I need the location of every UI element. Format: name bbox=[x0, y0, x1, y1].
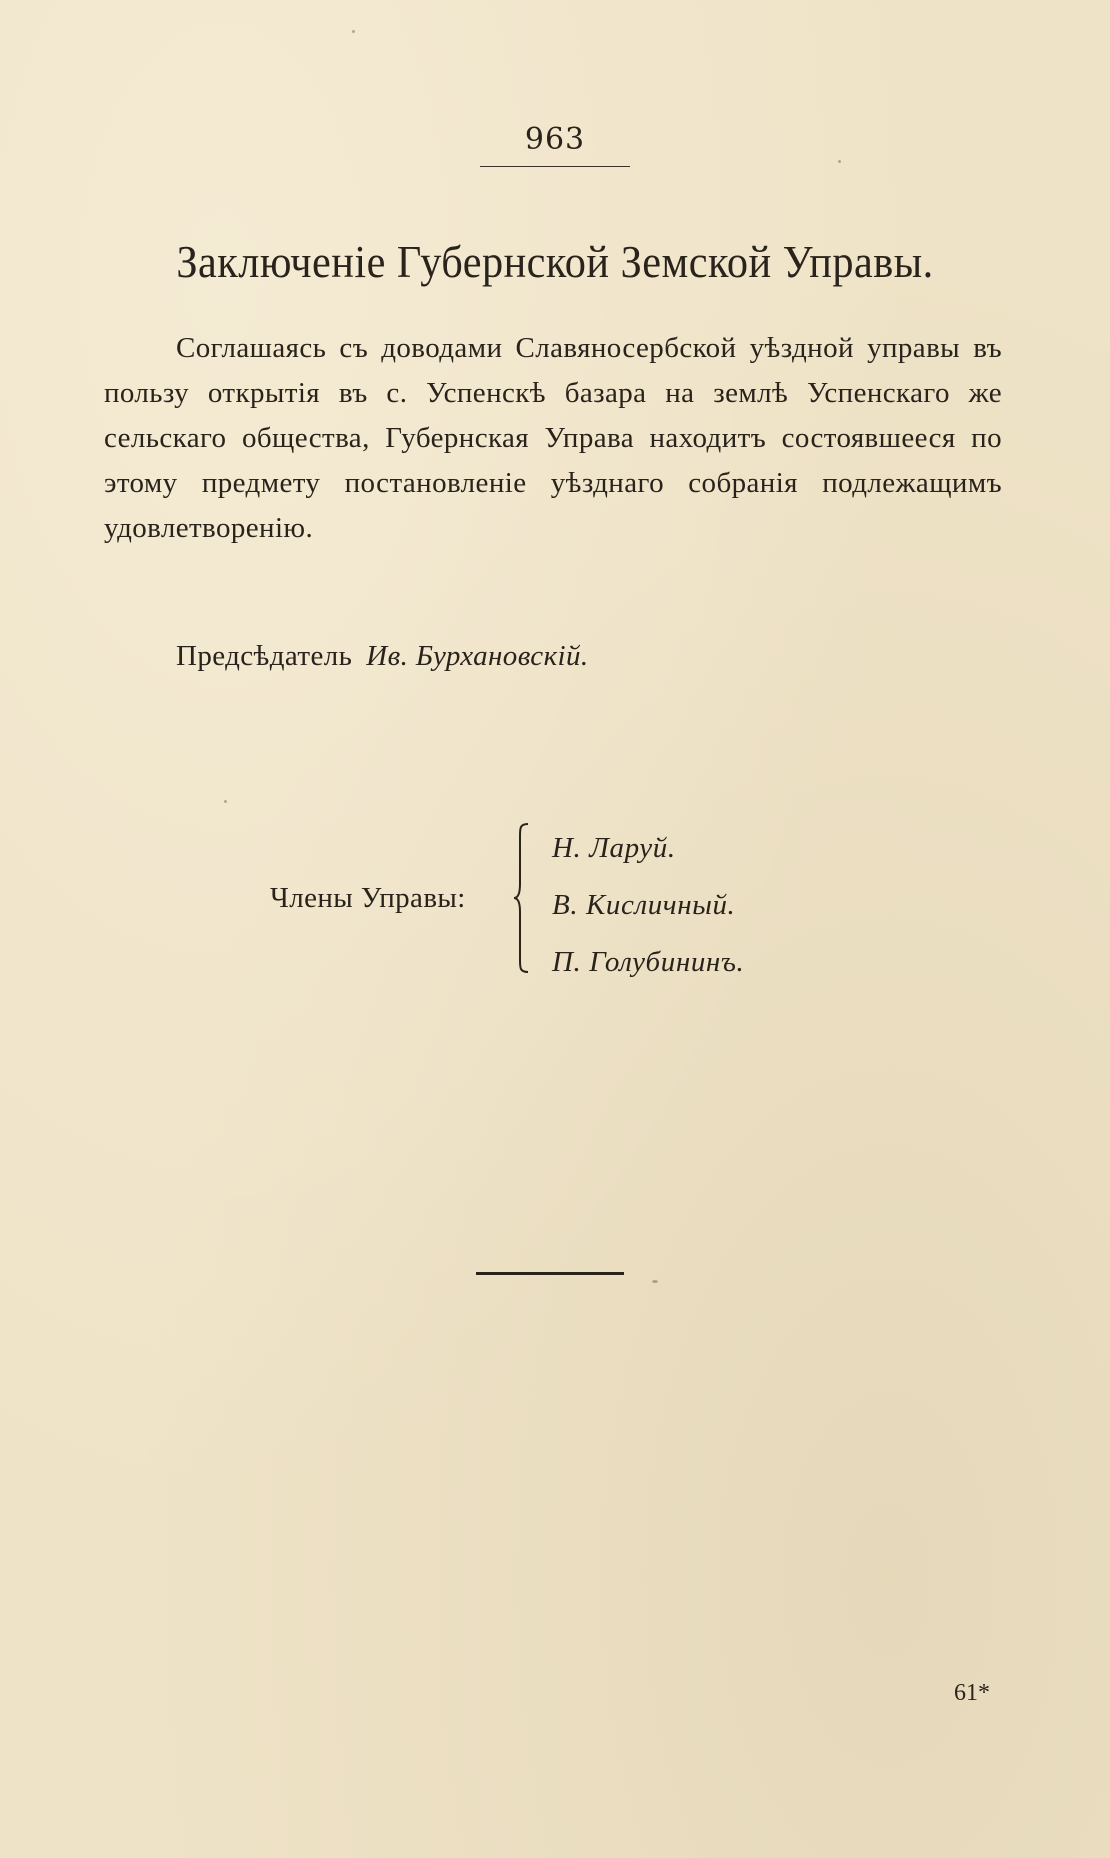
members-list bbox=[552, 820, 744, 991]
chairman-name: Ив. Бурхановскій. bbox=[366, 640, 589, 672]
member-name: В. Кисличный. bbox=[552, 889, 736, 921]
signature-mark: 61* bbox=[954, 1680, 990, 1706]
paper-speck bbox=[652, 1280, 658, 1283]
chairman-line bbox=[176, 640, 589, 673]
document-title: Заключеніе Губернской Земской Управы. bbox=[176, 236, 934, 287]
paper-speck bbox=[224, 800, 227, 803]
paper-speck bbox=[838, 160, 841, 163]
member-name: П. Голубининъ. bbox=[552, 946, 745, 978]
members-label: Члены Управы: bbox=[270, 882, 466, 914]
body-paragraph: Соглашаясь съ доводами Славяносербской уѣздной управы въ пользу открытія въ с. Успенскѣ базара на землѣ Успенскаго же сельскаго общества, Губернская Управа находитъ состоявшееся по этому предмету постановленіе уѣзднаго собранія подлежащимъ удовлетворенію. bbox=[104, 332, 1002, 544]
paper-speck bbox=[352, 30, 355, 33]
page-number-rule bbox=[480, 166, 630, 167]
chairman-label: Предсѣдатель bbox=[176, 640, 353, 672]
curly-brace-icon bbox=[512, 822, 534, 974]
member-name: Н. Ларуй. bbox=[552, 832, 676, 864]
end-rule bbox=[476, 1272, 624, 1275]
page-number: 963 bbox=[524, 122, 586, 157]
